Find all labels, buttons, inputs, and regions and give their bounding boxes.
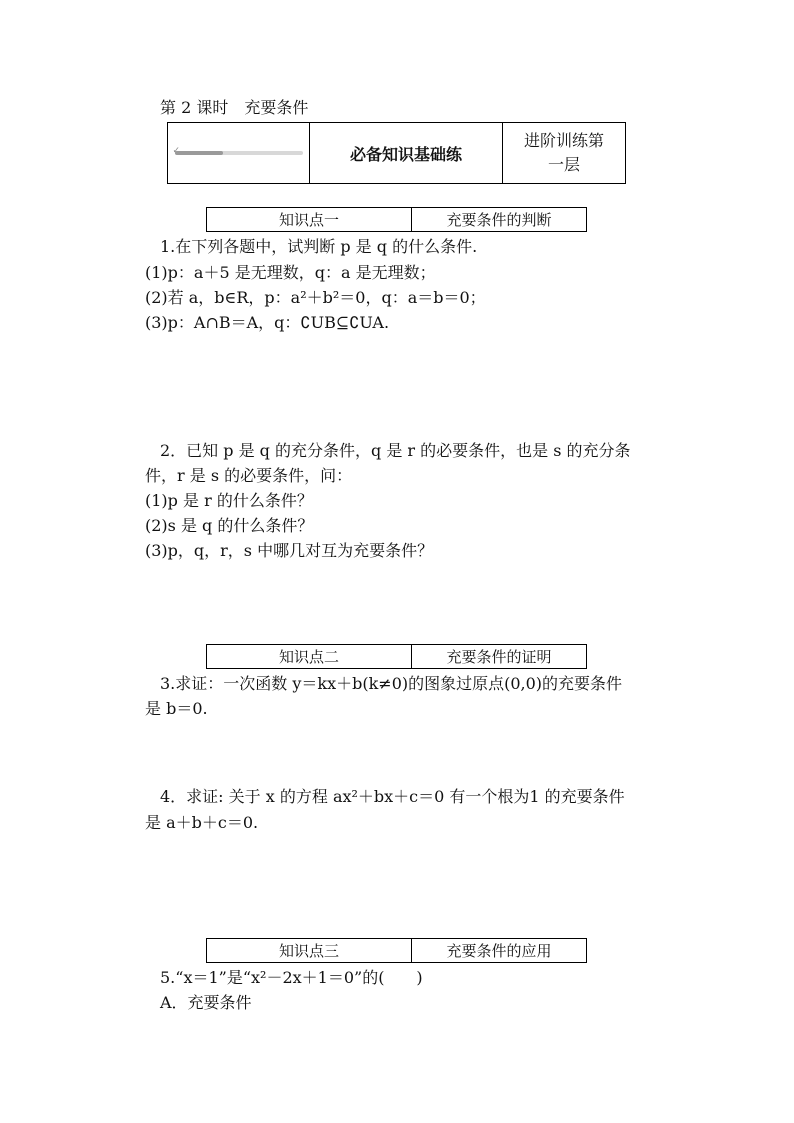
section-title: 必备知识基础练 (310, 123, 503, 183)
question-2-part-2: (2)s 是 q 的什么条件？ (145, 516, 314, 535)
advanced-line-2: 一层 (547, 155, 580, 174)
kp-topic: 充要条件的应用 (446, 942, 552, 960)
kp-topic: 充要条件的判断 (446, 211, 552, 229)
question-4-line-1: 4．求证: 关于 x 的方程 ax²＋bx＋c＝0 有一个根为1 的充要条件 (160, 787, 625, 806)
kp-topic: 充要条件的证明 (446, 648, 552, 666)
question-5-stem: 5.“x＝1”是“x²－2x＋1＝0”的( ) (160, 968, 423, 987)
question-4-line-2: 是 a＋b＋c＝0. (145, 813, 259, 832)
question-1-part-2: (2)若 a，b∈R，p：a²＋b²＝0，q：a＝b＝0； (145, 288, 486, 307)
header-table (167, 122, 626, 184)
kp-label: 知识点一 (207, 208, 412, 231)
knowledge-point-2 (206, 644, 587, 669)
lesson-title: 第 2 课时 充要条件 (160, 98, 309, 117)
question-2-stem-line-1: 2．已知 p 是 q 的充分条件，q 是 r 的必要条件，也是 s 的充分条 (160, 441, 631, 460)
question-1-stem: 1.在下列各题中，试判断 p 是 q 的什么条件. (160, 237, 478, 256)
question-1-part-1: (1)p：a＋5 是无理数，q：a 是无理数； (145, 263, 436, 282)
progress-cell (168, 123, 310, 183)
progress-bar (172, 146, 303, 156)
advanced-training-label (503, 123, 625, 183)
knowledge-point-1 (206, 207, 587, 232)
question-2-part-3: (3)p，q，r，s 中哪几对互为充要条件？ (145, 541, 434, 560)
question-1-part-3: (3)p：A∩B＝A，q：∁UB⊆∁UA. (145, 313, 390, 332)
question-5-option-a: A．充要条件 (160, 993, 252, 1012)
question-3-line-1: 3.求证：一次函数 y＝kx＋b(k≠0)的图象过原点(0,0)的充要条件 (160, 674, 623, 693)
kp-label: 知识点二 (207, 645, 412, 668)
progress-fill (175, 151, 224, 155)
check-icon: ✓ (172, 146, 181, 156)
question-2-stem-line-2: 件，r 是 s 的必要条件，问： (145, 466, 353, 485)
question-2-part-1: (1)p 是 r 的什么条件？ (145, 491, 313, 510)
kp-label: 知识点三 (207, 939, 412, 962)
knowledge-point-3 (206, 938, 587, 963)
question-3-line-2: 是 b＝0. (145, 699, 208, 718)
advanced-line-1: 进阶训练第 (523, 131, 604, 150)
